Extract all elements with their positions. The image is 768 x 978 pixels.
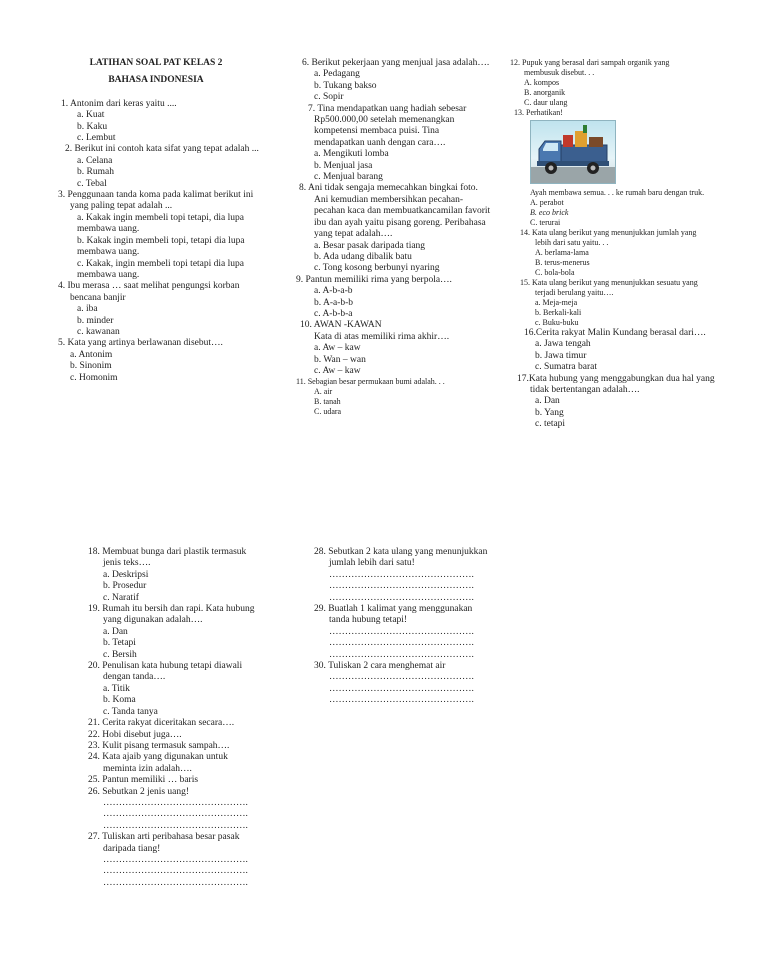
q18-option-b: b. Prosedur: [103, 581, 147, 592]
q11-option-b: B. tanah: [314, 397, 341, 407]
q27-answer-line-2[interactable]: ……………………………………….: [103, 866, 248, 877]
q3-question-cont: yang paling tepat adalah ...: [70, 201, 173, 212]
q7-question-cont-3: mendapatkan uanh dengan cara….: [314, 137, 446, 148]
q4-question: 4. Ibu merasa … saat melihat pengungsi korban: [58, 281, 240, 292]
moving-truck-picture: [530, 120, 616, 184]
q26-answer-line-2[interactable]: ……………………………………….: [103, 809, 248, 820]
column-1: [58, 58, 259, 384]
q27-question-cont: daripada tiang!: [103, 843, 161, 854]
q8-question-cont-3: ibu dan ayah yaitu pisang goreng. Peribahasa: [314, 217, 486, 228]
q29-answer-line-2[interactable]: ……………………………………….: [329, 638, 474, 649]
q3-option-c: c. Kakak, ingin membeli topi tetapi dia lupa: [77, 258, 244, 269]
q8-question-cont-2: pecahan kaca dan membuatkancamilan favorit: [314, 206, 491, 217]
q3-option-b-cont: membawa uang.: [77, 247, 140, 258]
q8-option-a: a. Besar pasak daripada tiang: [314, 240, 426, 251]
q3-question: 3. Penggunaan tanda koma pada kalimat berikut ini: [58, 190, 254, 201]
q22-question: 22. Hobi disebut juga….: [88, 729, 182, 740]
q9-option-b: b. A-a-b-b: [314, 297, 354, 308]
q6-option-b: b. Tukang bakso: [314, 80, 377, 91]
q4-option-b: b. minder: [77, 315, 114, 326]
q4-question-cont: bencana banjir: [70, 292, 126, 303]
q27-answer-line-3[interactable]: ……………………………………….: [103, 877, 248, 888]
q9-question: 9. Pantun memiliki rima yang berpola….: [296, 274, 452, 285]
q18-question: 18. Membuat bunga dari plastik termasuk: [88, 547, 247, 557]
q30-question: 30. Tuliskan 2 cara menghemat air: [314, 661, 446, 672]
q16-question: 16.Cerita rakyat Malin Kundang berasal dari….: [524, 328, 706, 338]
q25-question: 25. Pantun memiliki … baris: [88, 775, 199, 786]
q10-option-c: c. Aw – kaw: [314, 365, 361, 376]
q16-option-c: c. Sumatra barat: [535, 362, 597, 373]
column-3: [510, 58, 715, 431]
q15-question-cont: terjadi berulang yaitu….: [535, 288, 614, 297]
q29-answer-line-3[interactable]: ……………………………………….: [329, 649, 474, 660]
q14-option-b: B. terus-menerus: [535, 258, 590, 267]
q28-question-cont: jumlah lebih dari satu!: [329, 558, 415, 569]
q21-question: 21. Cerita rakyat diceritakan secara….: [88, 718, 235, 729]
q8-question-cont-1: Ani kemudian membersihkan pecahan-: [314, 194, 464, 205]
q5-option-c: c. Homonim: [70, 372, 118, 383]
q20-option-c: c. Tanda tanya: [103, 706, 158, 717]
q12-question-cont: membusuk disebut. . .: [524, 68, 595, 77]
q1-question: 1. Antonim dari keras yaitu ....: [61, 98, 177, 109]
q6-option-c: c. Sopir: [314, 92, 344, 103]
q10-option-a: a. Aw – kaw: [314, 343, 361, 354]
q29-question-cont: tanda hubung tetapi!: [329, 615, 408, 626]
q17-option-c: c. tetapi: [535, 419, 566, 430]
q1-option-a: a. Kuat: [77, 110, 105, 121]
q2-option-a: a. Celana: [77, 155, 113, 166]
q9-option-c: c. A-b-b-a: [314, 308, 353, 319]
q20-option-b: b. Koma: [103, 695, 136, 706]
q16-option-a: a. Jawa tengah: [535, 339, 591, 350]
q26-answer-line-1[interactable]: ……………………………………….: [103, 797, 248, 808]
q13-option-b: B. eco brick: [530, 208, 569, 217]
column-2: [296, 58, 490, 417]
column-4: [88, 547, 254, 889]
q3-option-c-cont: membawa uang.: [77, 269, 140, 280]
q17-question-cont: tidak bertentangan adalah….: [530, 385, 640, 396]
page-title: LATIHAN SOAL PAT KELAS 2: [89, 58, 223, 68]
q8-option-b: b. Ada udang dibalik batu: [314, 251, 412, 262]
q15-question: 15. Kata ulang berikut yang menunjukkan sesuatu yang: [520, 278, 698, 287]
q7-option-a: a. Mengikuti lomba: [314, 149, 389, 160]
column-5: [314, 547, 487, 707]
q20-question: 20. Penulisan kata hubung tetapi diawali: [88, 661, 243, 672]
q28-answer-line-1[interactable]: ……………………………………….: [329, 569, 474, 580]
q6-option-a: a. Pedagang: [314, 69, 360, 80]
q30-answer-line-1[interactable]: ……………………………………….: [329, 672, 474, 683]
q3-option-a-cont: membawa uang.: [77, 224, 140, 235]
q13-option-a: A. perabot: [530, 198, 564, 207]
q28-answer-line-3[interactable]: ……………………………………….: [329, 592, 474, 603]
q2-question: 2. Berikut ini contoh kata sifat yang tepat adalah ...: [65, 144, 259, 155]
q12-option-a: A. kompos: [524, 78, 560, 87]
q29-question: 29. Buatlah 1 kalimat yang menggunakan: [314, 604, 473, 615]
q19-option-c: c. Bersih: [103, 649, 137, 660]
q1-option-c: c. Lembut: [77, 133, 116, 144]
q8-question: 8. Ani tidak sengaja memecahkan bingkai foto.: [299, 183, 478, 194]
q23-question: 23. Kulit pisang termasuk sampah….: [88, 740, 230, 751]
q19-option-a: a. Dan: [103, 626, 128, 637]
q14-option-c: C. bola-bola: [535, 268, 575, 277]
q17-option-a: a. Dan: [535, 396, 560, 407]
q7-option-c: c. Menjual barang: [314, 172, 383, 183]
q27-answer-line-1[interactable]: ……………………………………….: [103, 854, 248, 865]
q9-option-a: a. A-b-a-b: [314, 286, 353, 297]
q26-question: 26. Sebutkan 2 jenis uang!: [88, 786, 190, 797]
q19-option-b: b. Tetapi: [103, 638, 136, 649]
q15-option-c: c. Buku-buku: [535, 318, 579, 327]
q18-option-a: a. Deskripsi: [103, 569, 149, 580]
q5-question: 5. Kata yang artinya berlawanan disebut….: [58, 338, 223, 349]
q28-question: 28. Sebutkan 2 kata ulang yang menunjukkan: [314, 547, 488, 557]
q18-option-c: c. Naratif: [103, 592, 139, 603]
q3-option-b: b. Kakak ingin membeli topi, tetapi dia lupa: [77, 235, 245, 246]
q14-question: 14. Kata ulang berikut yang menunjukkan jumlah yang: [520, 228, 697, 237]
q30-answer-line-2[interactable]: ……………………………………….: [329, 683, 474, 694]
q24-question: 24. Kata ajaib yang digunakan untuk: [88, 752, 228, 763]
truck-icon: [531, 121, 615, 183]
q19-question: 19. Rumah itu bersih dan rapi. Kata hubung: [88, 604, 255, 615]
q5-option-a: a. Antonim: [70, 349, 113, 360]
q28-answer-line-2[interactable]: ……………………………………….: [329, 581, 474, 592]
q11-question: 11. Sebagian besar permukaan bumi adalah. . .: [296, 377, 445, 387]
q2-option-b: b. Rumah: [77, 167, 114, 178]
q5-option-b: b. Sinonim: [70, 361, 112, 372]
q17-question: 17.Kata hubung yang menggabungkan dua hal yang: [517, 373, 715, 384]
q4-option-c: c. kawanan: [77, 326, 120, 337]
q7-question: 7. Tina mendapatkan uang hadiah sebesar: [308, 103, 467, 114]
q13-option-c: C. terurai: [530, 218, 561, 227]
q30-answer-line-3[interactable]: ……………………………………….: [329, 695, 474, 706]
q10-question-cont: Kata di atas memiliki rima akhir….: [314, 331, 450, 342]
q4-option-a: a. iba: [77, 304, 98, 315]
q10-question: 10. AWAN -KAWAN: [300, 320, 382, 331]
q10-option-b: b. Wan – wan: [314, 354, 366, 365]
q13-question: 13. Perhatikan!: [514, 108, 563, 117]
q8-option-c: c. Tong kosong berbunyi nyaring: [314, 263, 440, 274]
q14-option-a: A. berlama-lama: [535, 248, 589, 257]
q29-answer-line-1[interactable]: ……………………………………….: [329, 626, 474, 637]
q15-option-b: b. Berkali-kali: [535, 308, 582, 317]
q7-question-cont-2: kompetensi membaca puisi. Tina: [314, 126, 440, 137]
q6-question: 6. Berikut pekerjaan yang menjual jasa adalah….: [302, 58, 490, 68]
q1-option-b: b. Kaku: [77, 121, 108, 132]
q7-option-b: b. Menjual jasa: [314, 160, 373, 171]
q2-option-c: c. Tebal: [77, 178, 107, 189]
q16-option-b: b. Jawa timur: [535, 350, 587, 361]
q12-option-b: B. anorganik: [524, 88, 566, 97]
q12-option-c: C. daur ulang: [524, 98, 568, 107]
q13-statement: Ayah membawa semua. . . ke rumah baru dengan truk.: [530, 188, 705, 197]
q8-question-cont-4: yang tepat adalah….: [314, 229, 393, 240]
q20-option-a: a. Titik: [103, 683, 130, 694]
page-subtitle: BAHASA INDONESIA: [108, 75, 204, 86]
q26-answer-line-3[interactable]: ……………………………………….: [103, 820, 248, 831]
q20-question-cont: dengan tanda….: [103, 672, 166, 683]
q18-question-cont: jenis teks….: [103, 558, 151, 569]
q14-question-cont: lebih dari satu yaitu. . .: [535, 238, 609, 247]
q12-question: 12. Pupuk yang berasal dari sampah organik yang: [510, 58, 670, 67]
q19-question-cont: yang digunakan adalah….: [103, 615, 203, 626]
q7-question-cont-1: Rp500.000,00 setelah memenangkan: [314, 115, 455, 126]
q27-question: 27. Tuliskan arti peribahasa besar pasak: [88, 832, 240, 843]
q15-option-a: a. Meja-meja: [535, 298, 578, 307]
q24-question-cont: meminta izin adalah….: [103, 763, 192, 774]
q17-option-b: b. Yang: [535, 407, 564, 418]
q11-option-c: C. udara: [314, 407, 342, 417]
q11-option-a: A. air: [314, 387, 333, 397]
q3-option-a: a. Kakak ingin membeli topi tetapi, dia lupa: [77, 212, 244, 223]
